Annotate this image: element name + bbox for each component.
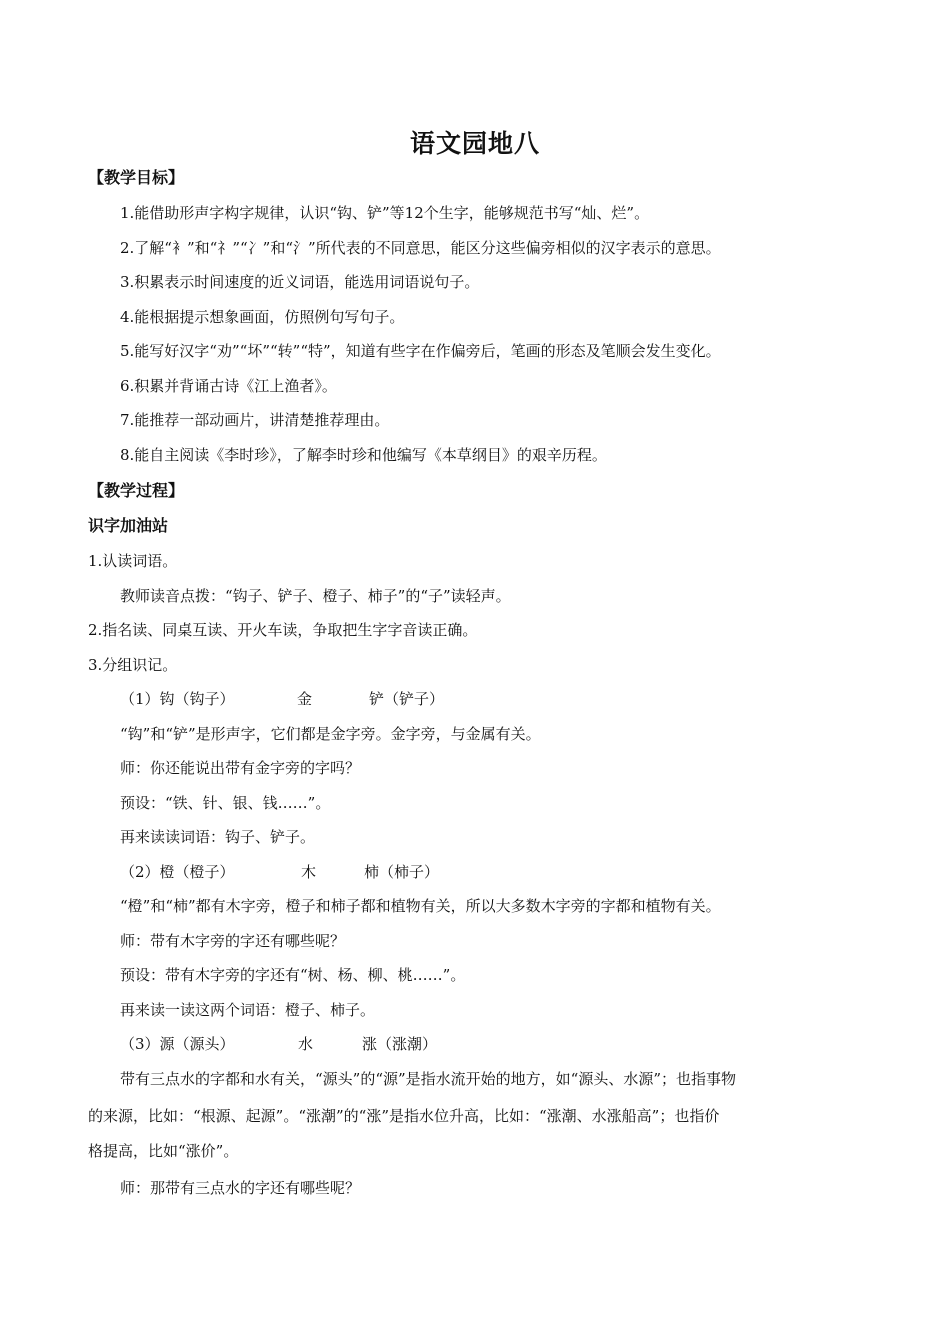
step-item: 1.认读词语。 xyxy=(88,552,178,570)
group-radical: 金 xyxy=(297,690,313,708)
paragraph-line: “钩”和“铲”是形声字，它们都是金字旁。金字旁，与金属有关。 xyxy=(120,725,541,743)
goal-item: 5.能写好汉字“劝”“坏”“转”“特”，知道有些字在作偏旁后，笔画的形态及笔顺会发生变化。 xyxy=(120,342,721,360)
paragraph-line: 的来源，比如：“根源、起源”。“涨潮”的“涨”是指水位升高，比如：“涨潮、水涨船高”；也指价 xyxy=(88,1107,720,1125)
group-radical: 木 xyxy=(301,863,317,881)
goal-item: 2.了解“衤”和“礻”“冫”和“氵”所代表的不同意思，能区分这些偏旁相似的汉字表示的意思。 xyxy=(120,239,721,257)
group-word: 柿（柿子） xyxy=(364,863,440,881)
section-title: 识字加油站 xyxy=(88,516,169,535)
group-word: 涨（涨潮） xyxy=(362,1035,438,1053)
group-word: （2）橙（橙子） xyxy=(120,863,235,881)
goal-item: 1.能借助形声字构字规律，认识“钩、铲”等12个生字，能够规范书写“灿、烂”。 xyxy=(120,204,650,222)
goal-item: 6.积累并背诵古诗《江上渔者》。 xyxy=(120,377,337,395)
group-row xyxy=(120,689,444,709)
step-item: 2.指名读、同桌互读、开火车读，争取把生字字音读正确。 xyxy=(88,621,478,639)
paragraph-line: 再来读一读这两个词语：橙子、柿子。 xyxy=(120,1001,376,1019)
goal-item: 3.积累表示时间速度的近义词语，能选用词语说句子。 xyxy=(120,273,480,291)
paragraph-line: 预设：“铁、针、银、钱……”。 xyxy=(120,794,331,812)
paragraph-line: 师：你还能说出带有金字旁的字吗？ xyxy=(120,759,361,777)
goal-item: 4.能根据提示想象画面，仿照例句写句子。 xyxy=(120,308,405,326)
group-radical: 水 xyxy=(298,1035,314,1053)
group-word: 铲（铲子） xyxy=(369,690,445,708)
paragraph-line: “橙”和“柿”都有木字旁，橙子和柿子都和植物有关，所以大多数木字旁的字都和植物有关。 xyxy=(120,897,721,915)
paragraph-line: 师：那带有三点水的字还有哪些呢？ xyxy=(120,1179,361,1197)
step-item: 3.分组识记。 xyxy=(88,656,178,674)
goal-item: 7.能推荐一部动画片，讲清楚推荐理由。 xyxy=(120,411,390,429)
paragraph-line: 师：带有木字旁的字还有哪些呢？ xyxy=(120,932,346,950)
group-row xyxy=(120,1034,437,1054)
paragraph-line: 再来读读词语：钩子、铲子。 xyxy=(120,828,316,846)
paragraph-line: 预设：带有木字旁的字还有“树、杨、柳、桃……”。 xyxy=(120,966,466,984)
group-word: （1）钩（钩子） xyxy=(120,690,235,708)
paragraph-line: 格提高，比如“涨价”。 xyxy=(88,1142,239,1160)
page-title: 语文园地八 xyxy=(409,129,540,158)
goal-item: 8.能自主阅读《李时珍》，了解李时珍和他编写《本草纲目》的艰辛历程。 xyxy=(120,446,607,464)
goals-heading: 【教学目标】 xyxy=(88,168,185,187)
step-note: 教师读音点拨：“钩子、铲子、橙子、柿子”的“子”读轻声。 xyxy=(120,587,511,605)
process-heading: 【教学过程】 xyxy=(88,481,185,500)
paragraph-line: 带有三点水的字都和水有关，“源头”的“源”是指水流开始的地方，如“源头、水源”；也指事物 xyxy=(120,1070,737,1088)
group-word: （3）源（源头） xyxy=(120,1035,235,1053)
group-row xyxy=(120,862,439,882)
